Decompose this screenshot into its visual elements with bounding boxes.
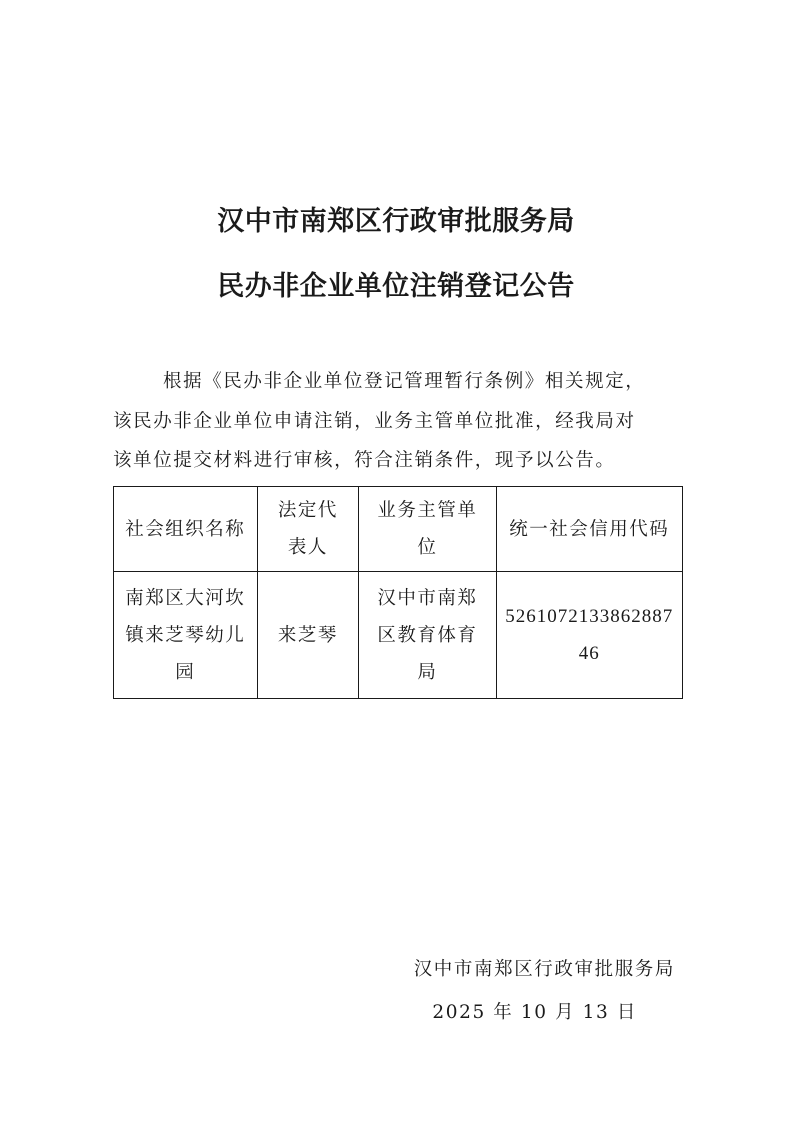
- header-credit-code: [496, 487, 682, 572]
- cell-org-name-line-2: 镇来芝琴幼儿: [125, 624, 246, 646]
- cell-org-name-line-3: 园: [175, 661, 196, 683]
- header-supervisor-line-2: 位: [417, 537, 438, 558]
- header-credit-code-text: 统一社会信用代码: [509, 518, 670, 540]
- cell-supervisor-line-1: 汉中市南郑: [377, 587, 478, 609]
- cell-legal-rep-text: 来芝琴: [277, 624, 338, 646]
- cell-credit-code: [496, 572, 682, 699]
- header-org-name: [114, 487, 258, 572]
- header-legal-rep-line-1: 法定代: [277, 500, 338, 521]
- cell-credit-code-line-2: 46: [578, 643, 600, 664]
- cell-supervisor-line-3: 局: [417, 661, 438, 683]
- body-line-3: 该单位提交材料进行审核，符合注销条件，现予以公告。: [113, 450, 616, 471]
- table-header-row: [114, 487, 683, 572]
- announcement-body: [113, 363, 683, 483]
- cell-org-name-line-1: 南郑区大河坎: [125, 587, 246, 609]
- header-supervisor-line-1: 业务主管单: [377, 500, 478, 521]
- cell-credit-code-line-1: 5261072133862887: [505, 606, 674, 627]
- issue-date: 2025 年 10 月 13 日: [432, 1002, 637, 1023]
- body-line-2: 该民办非企业单位申请注销，业务主管单位批准，经我局对: [113, 411, 636, 432]
- header-legal-rep: [257, 487, 359, 572]
- issuing-authority: 汉中市南郑区行政审批服务局: [413, 959, 675, 980]
- cell-org-name: [114, 572, 258, 699]
- header-legal-rep-line-2: 表人: [287, 537, 328, 558]
- title-line-1: 汉中市南郑区行政审批服务局: [217, 206, 575, 237]
- title-line-2: 民办非企业单位注销登记公告: [217, 271, 575, 302]
- cell-legal-rep: [257, 572, 359, 699]
- header-supervisor: [359, 487, 496, 572]
- header-org-name-text: 社会组织名称: [125, 518, 246, 540]
- cell-supervisor: [359, 572, 496, 699]
- table-row: [114, 572, 683, 699]
- cell-supervisor-line-2: 区教育体育: [377, 624, 478, 646]
- body-line-1: 根据《民办非企业单位登记管理暂行条例》相关规定，: [163, 371, 646, 392]
- organization-table: [113, 486, 683, 699]
